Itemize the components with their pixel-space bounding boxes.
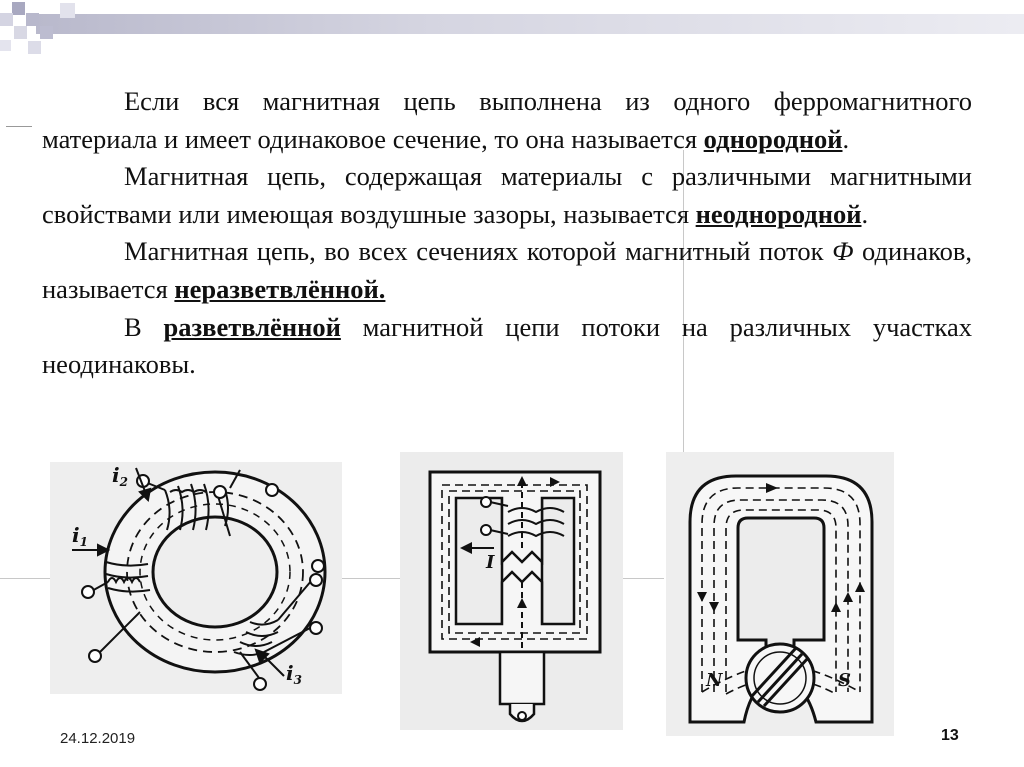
toroid-figure [50, 462, 342, 694]
title-bar-decoration [36, 14, 1024, 34]
corner-square-decoration [60, 3, 75, 18]
text-run: . [842, 123, 850, 154]
text-run: Магнитная цепь, во всех сечениях которой магнитный поток [124, 236, 833, 267]
text-run: одинаков, называется [42, 236, 972, 304]
current-label-i3: $i_3$ [286, 661, 302, 687]
corner-square-decoration [0, 40, 11, 51]
corner-square-decoration [14, 26, 27, 39]
corner-square-decoration [40, 26, 53, 39]
text-run: магнитной цепи потоки на различных участках неодинаковы. [42, 311, 973, 380]
corner-square-decoration [28, 41, 41, 54]
slide-date: 24.12.2019 [60, 730, 136, 747]
core-drawing [400, 452, 623, 730]
keyword-heterogeneous: неоднородной [695, 198, 862, 229]
divider-line [6, 126, 32, 127]
text-run: В [124, 311, 164, 342]
flux-symbol: Ф [832, 236, 854, 267]
branched-circuit-drawing [666, 452, 894, 736]
paragraph-homogeneous [42, 83, 972, 158]
corner-square-decoration [26, 13, 39, 26]
text-run: Магнитная цепь, содержащая материалы с различными магнитными свойствами или имеющая воздушные зазоры, называется [42, 161, 972, 229]
current-label-I: I [486, 552, 495, 573]
body-text [42, 83, 972, 384]
corner-square-decoration [0, 13, 13, 26]
keyword-unbranched: неразветвлённой. [174, 273, 386, 304]
core-with-gap-figure [400, 452, 623, 730]
pole-label-south: S [838, 670, 851, 691]
toroid-drawing [50, 462, 342, 694]
pole-label-north: N [706, 670, 723, 691]
corner-square-decoration [12, 2, 25, 15]
keyword-branched: разветвлённой [163, 311, 341, 342]
keyword-homogeneous: однородной [703, 123, 843, 154]
text-run: Если вся магнитная цепь выполнена из одного ферромагнитного материала и имеет одинаковое сечение, то она называется [42, 86, 972, 154]
text-run: . [861, 198, 869, 229]
paragraph-branched [42, 309, 972, 384]
current-label-i1: $i_1$ [72, 523, 88, 549]
paragraph-unbranched [42, 233, 972, 308]
current-label-i2: $i_2$ [112, 463, 128, 489]
branched-circuit-figure [666, 452, 894, 736]
slide-number: 13 [941, 727, 959, 744]
paragraph-heterogeneous [42, 158, 972, 233]
